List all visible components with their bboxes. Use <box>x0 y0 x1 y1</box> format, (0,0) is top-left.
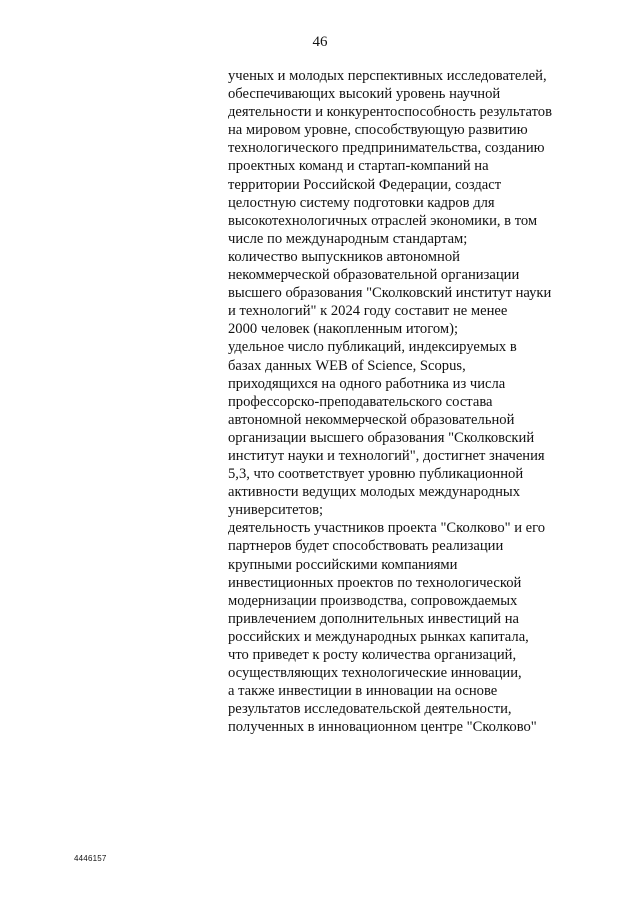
body-text <box>228 67 573 736</box>
text-line: осуществляющих технологические инновации, <box>228 665 522 682</box>
text-line: институт науки и технологий", достигнет значения <box>228 447 545 464</box>
text-line: результатов исследовательской деятельности, <box>228 701 512 718</box>
text-line: приходящихся на одного работника из числа <box>228 375 506 392</box>
text-line: полученных в инновационном центре "Сколково" <box>228 719 537 736</box>
text-line: некоммерческой образовательной организации <box>228 267 520 284</box>
text-line: российских и международных рынках капитала, <box>228 628 529 645</box>
text-line: и технологий" к 2024 году составит не менее <box>228 303 508 320</box>
text-line: крупными российскими компаниями <box>228 556 458 573</box>
text-line: деятельности и конкурентоспособность результатов <box>228 104 552 121</box>
text-line: проектных команд и стартап-компаний на <box>228 158 489 175</box>
text-line: партнеров будет способствовать реализации <box>228 538 504 555</box>
text-line: деятельность участников проекта "Сколково" и его <box>228 520 546 537</box>
text-line: привлечением дополнительных инвестиций на <box>228 610 519 627</box>
text-line: территории Российской Федерации, создаст <box>228 176 502 193</box>
text-line: высшего образования "Сколковский институт науки <box>228 285 552 302</box>
text-line: инвестиционных проектов по технологической <box>228 574 522 591</box>
text-line: базах данных WEB of Science, Scopus, <box>228 357 466 374</box>
text-line: высокотехнологичных отраслей экономики, в том <box>228 212 538 229</box>
text-line: университетов; <box>228 502 324 519</box>
text-line: модернизации производства, сопровождаемых <box>228 592 518 609</box>
text-line: профессорско-преподавательского состава <box>228 393 493 410</box>
page-number: 46 <box>312 34 328 50</box>
text-line: 5,3, что соответствует уровню публикационной <box>228 466 524 483</box>
text-line: что приведет к росту количества организаций, <box>228 647 517 663</box>
text-line: 2000 человек (накопленным итогом); <box>228 321 459 338</box>
text-line: ученых и молодых перспективных исследователей, <box>228 68 547 84</box>
document-code: 4446157 <box>74 854 107 863</box>
text-line: автономной некоммерческой образовательной <box>228 411 515 428</box>
text-line: обеспечивающих высокий уровень научной <box>228 86 501 103</box>
text-line: технологического предпринимательства, созданию <box>228 140 545 157</box>
text-line: количество выпускников автономной <box>228 248 460 265</box>
text-line: организации высшего образования "Сколковский <box>228 429 535 446</box>
text-line: удельное число публикаций, индексируемых в <box>228 339 517 356</box>
text-line: активности ведущих молодых международных <box>228 484 521 501</box>
text-line: а также инвестиции в инновации на основе <box>228 683 498 700</box>
text-line: числе по международным стандартам; <box>228 230 468 247</box>
text-line: на мировом уровне, способствующую развитию <box>228 122 528 139</box>
text-line: целостную систему подготовки кадров для <box>228 194 495 211</box>
